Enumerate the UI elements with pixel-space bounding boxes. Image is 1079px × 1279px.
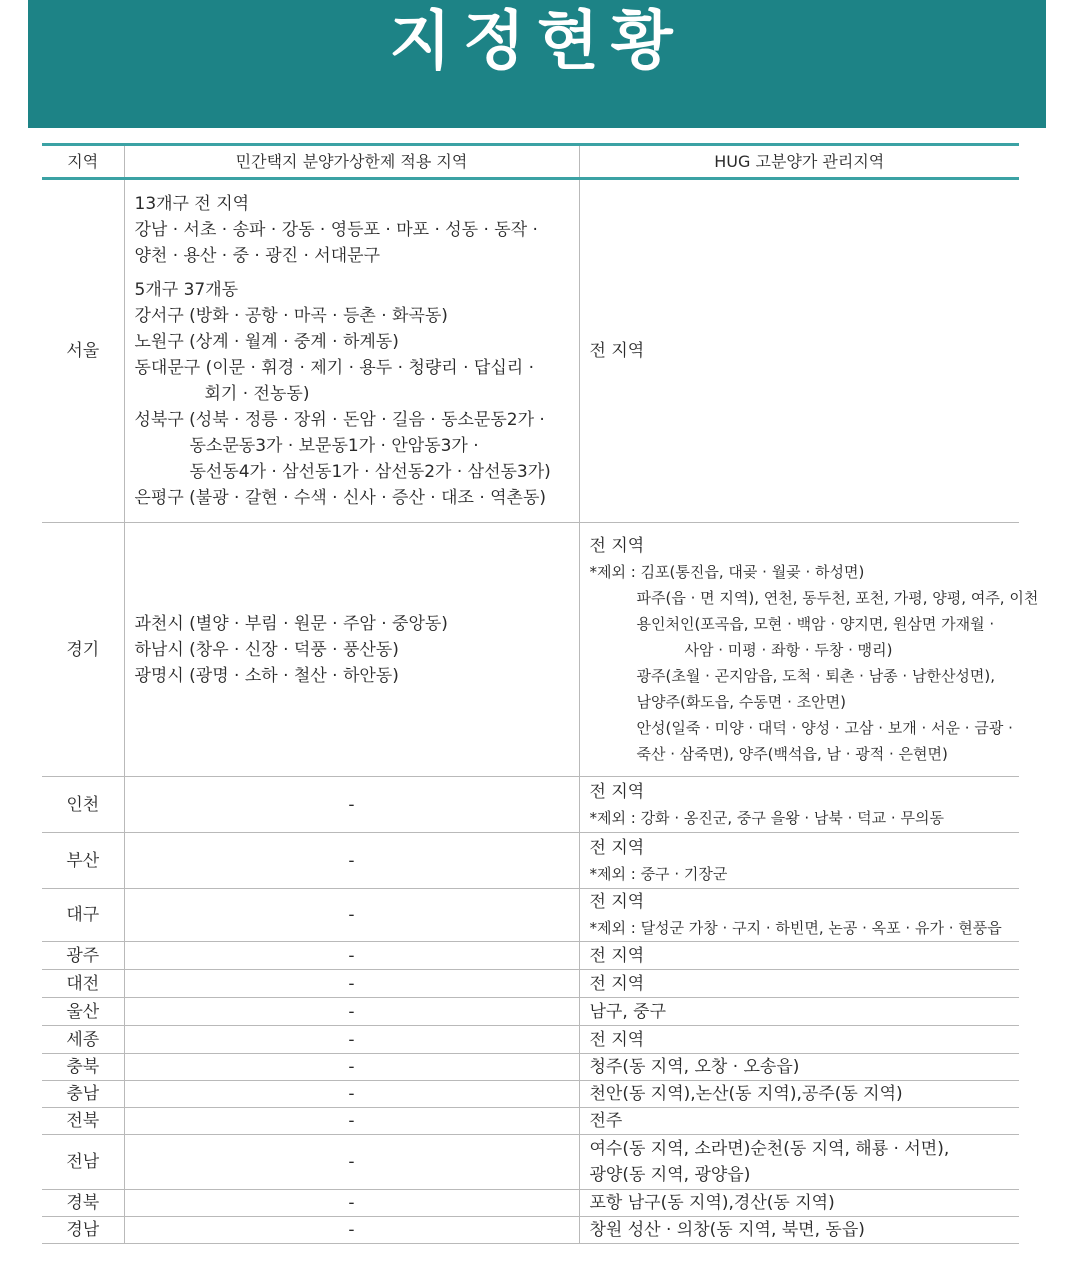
header-private-cap: 민간택지 분양가상한제 적용 지역 [124, 145, 579, 179]
private-cell: - [124, 1081, 579, 1108]
text-line: 광양(동 지역, 광양읍) [589, 1165, 751, 1185]
private-cell: - [124, 1026, 579, 1054]
region-cell: 서울 [42, 179, 124, 523]
hug-cell [579, 889, 1019, 942]
text-line: 전 지역 [589, 781, 645, 802]
text-line: 과천시 (별양 · 부림 · 원문 · 주암 · 중앙동) [134, 613, 448, 634]
text-line: 전 지역 [589, 837, 645, 858]
hug-cell: 창원 성산 · 의창(동 지역, 북면, 동읍) [579, 1217, 1019, 1244]
hug-cell: 전 지역 [579, 179, 1019, 523]
region-cell: 충남 [42, 1081, 124, 1108]
text-line: *제외 : 강화 · 옹진군, 중구 을왕 · 남북 · 덕교 · 무의동 [589, 808, 944, 827]
hug-cell [579, 523, 1039, 777]
private-cell: - [124, 777, 579, 833]
region-cell: 경북 [42, 1190, 124, 1217]
text-line: 안성(일죽 · 미양 · 대덕 · 양성 · 고삼 · 보개 · 서운 · 금광 · [636, 718, 1013, 737]
hug-cell: 전 지역 [579, 942, 1019, 970]
title-banner [28, 0, 1046, 128]
table-row-ulsan [42, 998, 1019, 1026]
text-line: 강남 · 서초 · 송파 · 강동 · 영등포 · 마포 · 성동 · 동작 · [134, 220, 538, 240]
private-cell [124, 179, 579, 523]
private-cell: - [124, 970, 579, 998]
table-row-daejeon [42, 970, 1019, 998]
private-cell [124, 523, 579, 777]
text-line: 13개구 전 지역 [134, 194, 250, 214]
region-cell: 부산 [42, 833, 124, 889]
text-line: 광명시 (광명 · 소하 · 철산 · 하안동) [134, 665, 399, 686]
region-cell: 전북 [42, 1108, 124, 1135]
hug-cell: 천안(동 지역),논산(동 지역),공주(동 지역) [579, 1081, 1019, 1108]
region-cell: 인천 [42, 777, 124, 833]
text-line: 강서구 (방화 · 공항 · 마곡 · 등촌 · 화곡동) [134, 306, 448, 326]
designation-table [42, 143, 1039, 1244]
private-cell: - [124, 833, 579, 889]
region-cell: 충북 [42, 1054, 124, 1081]
text-line: 광주(초월 · 곤지암읍, 도척 · 퇴촌 · 남종 · 남한산성면), [636, 666, 996, 685]
private-cell: - [124, 1217, 579, 1244]
private-cell: - [124, 1190, 579, 1217]
region-cell: 세종 [42, 1026, 124, 1054]
region-cell: 대전 [42, 970, 124, 998]
private-cell: - [124, 942, 579, 970]
region-cell: 대구 [42, 889, 124, 942]
table-row-chungbuk [42, 1054, 1019, 1081]
header-region: 지역 [42, 145, 124, 179]
text-line: 양천 · 용산 · 중 · 광진 · 서대문구 [134, 246, 380, 266]
hug-cell: 전주 [579, 1108, 1019, 1135]
region-cell: 경기 [42, 523, 124, 777]
private-cell: - [124, 1135, 579, 1190]
hug-cell [579, 833, 1019, 889]
table-row-jeonbuk [42, 1108, 1019, 1135]
hug-cell: 전 지역 [579, 1026, 1019, 1054]
region-cell: 전남 [42, 1135, 124, 1190]
text-line: 용인처인(포곡읍, 모현 · 백암 · 양지면, 원삼면 가재월 · [636, 614, 995, 633]
table-row-sejong [42, 1026, 1019, 1054]
text-line: 성북구 (성북 · 정릉 · 장위 · 돈암 · 길음 · 동소문동2가 · [134, 410, 545, 430]
text-line: 노원구 (상계 · 월계 · 중계 · 하계동) [134, 332, 399, 352]
table-row-busan [42, 833, 1019, 889]
hug-cell: 청주(동 지역, 오창 · 오송읍) [579, 1054, 1019, 1081]
hug-cell [579, 777, 1019, 833]
table-row-chungnam [42, 1081, 1019, 1108]
text-line: 동대문구 (이문 · 휘경 · 제기 · 용두 · 청량리 · 답십리 · [134, 358, 534, 378]
hug-cell: 포항 남구(동 지역),경산(동 지역) [579, 1190, 1019, 1217]
table-row-gyeongnam [42, 1217, 1019, 1244]
text-line: *제외 : 김포(통진읍, 대곶 · 월곶 · 하성면) [589, 562, 865, 581]
hug-cell: 남구, 중구 [579, 998, 1019, 1026]
text-line: 하남시 (창우 · 신장 · 덕풍 · 풍산동) [134, 639, 399, 660]
text-line: 남양주(화도읍, 수동면 · 조안면) [636, 692, 846, 711]
region-cell: 광주 [42, 942, 124, 970]
table-header-row [42, 145, 1019, 179]
region-cell: 경남 [42, 1217, 124, 1244]
private-cell: - [124, 1054, 579, 1081]
table-row-incheon [42, 777, 1019, 833]
text-line: 동선동4가 · 삼선동1가 · 삼선동2가 · 삼선동3가) [189, 462, 551, 482]
text-line: 사암 · 미평 · 좌항 · 두창 · 맹리) [684, 640, 893, 659]
text-line: 5개구 37개동 [134, 280, 239, 300]
table-row-gwangju [42, 942, 1019, 970]
table-row-daegu [42, 889, 1019, 942]
table-row-jeonnam [42, 1135, 1019, 1190]
text-line: *제외 : 달성군 가창 · 구지 · 하빈면, 논공 · 옥포 · 유가 · 현풍읍 [589, 919, 1002, 937]
table-row-seoul [42, 179, 1019, 523]
text-line: *제외 : 중구 · 기장군 [589, 864, 728, 883]
table-row-gyeonggi [42, 523, 1019, 777]
text-line: 여수(동 지역, 소라면)순천(동 지역, 해룡 · 서면), [589, 1139, 950, 1159]
text-line: 죽산 · 삼죽면), 양주(백석읍, 남 · 광적 · 은현면) [636, 744, 948, 763]
table-row-gyeongbuk [42, 1190, 1019, 1217]
private-cell: - [124, 998, 579, 1026]
private-cell: - [124, 1108, 579, 1135]
text-line: 전 지역 [589, 535, 645, 556]
header-hug: HUG 고분양가 관리지역 [579, 145, 1019, 179]
text-line: 동소문동3가 · 보문동1가 · 안암동3가 · [189, 436, 479, 456]
hug-cell [579, 1135, 1019, 1190]
private-cell: - [124, 889, 579, 942]
hug-cell: 전 지역 [579, 970, 1019, 998]
page-title: 지정현황 [389, 5, 685, 79]
text-line: 은평구 (불광 · 갈현 · 수색 · 신사 · 증산 · 대조 · 역촌동) [134, 488, 547, 508]
text-line: 전 지역 [589, 892, 645, 912]
region-cell: 울산 [42, 998, 124, 1026]
text-line: 파주(읍 · 면 지역), 연천, 동두천, 포천, 가평, 양평, 여주, 이천 [636, 588, 1039, 607]
text-line: 회기 · 전농동) [204, 384, 310, 404]
